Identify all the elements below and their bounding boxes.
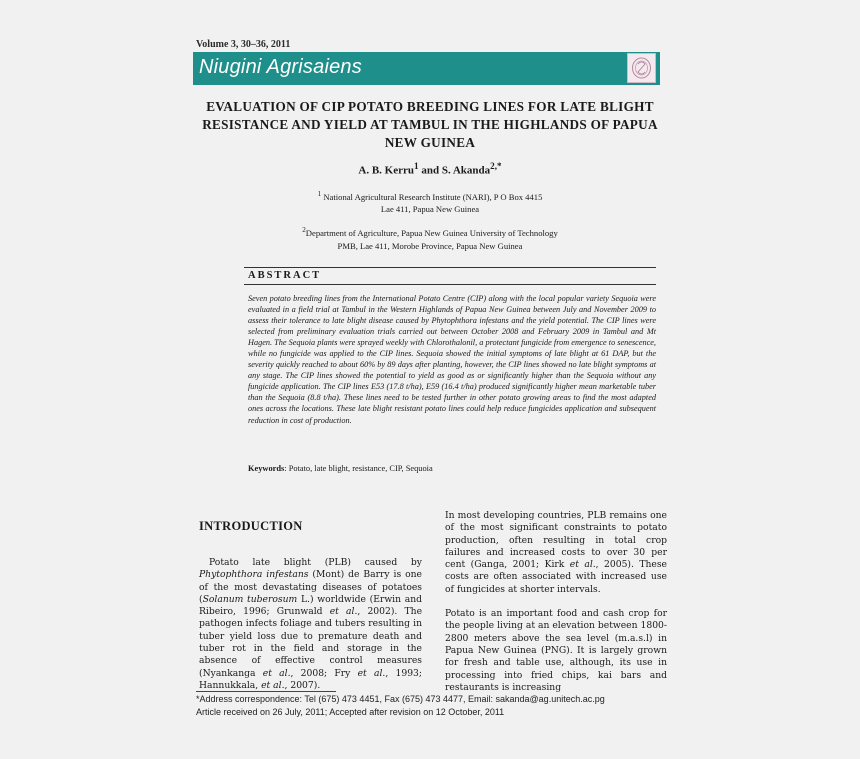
journal-name: Niugini Agrisaiens xyxy=(199,56,362,78)
abstract-top-rule xyxy=(244,267,656,268)
article-title: EVALUATION OF CIP POTATO BREEDING LINES FOR LATE BLIGHT RESISTANCE AND YIELD AT TAMBUL IN THE HIGHLANDS OF PAPUA NEW GUINEA xyxy=(202,99,658,150)
intro-p1-text-c: L.) worldwide (Erwin and Ribeiro, 1996; Grunwald xyxy=(199,593,422,618)
introduction-left-column xyxy=(199,557,422,692)
intro-p1-etal-4: et al xyxy=(261,679,282,691)
introduction-heading: INTRODUCTION xyxy=(199,519,303,533)
intro-paragraph-1 xyxy=(199,557,422,692)
keywords xyxy=(248,464,656,473)
intro-paragraph-2 xyxy=(445,510,667,596)
intro-p1-text-g: ., 2007). xyxy=(281,679,321,691)
intro-p1-text-b: (Mont) de Barry is one of the most devastating diseases of potatoes ( xyxy=(199,569,422,605)
footnote-rule xyxy=(196,691,336,692)
abstract-text: Seven potato breeding lines from the International Potato Centre (CIP) along with the local popular variety Sequoia were evaluated in a field trial at Tambul in the Western Highlands of Papua New Guinea between July and November 2009 to assess their tolerance to late blight disease caused by Phytophthora infestans and the yield potential. The CIP lines were selected from preliminary evaluation trials carried out between October 2008 and February 2009 in Tambul and Mt Hagen. The Sequoia plants were sprayed weekly with Chlorothalonil, a protectant fungicide from emergence to senescence, while no fungicide was applied to the CIP lines. Sequoia showed the initial symptoms of late blight at 61 DAP, but the severity quickly reached to about 60% by 89 days after planting, however, the CIP lines showed no late blight symptoms at any stage. The CIP lines showed the potential to yield as good as or significantly higher than the Sequoia without any fungicide application. The CIP lines E53 (17.8 t/ha), E59 (16.4 t/ha) produced significantly higher mean marketable tuber than the Sequoia (8.8 t/ha). These lines need to be tested further in other potato growing areas to find the most adapted ones across the locations. These late blight resistant potato lines could help reduce fungicides application and subsequent reduction in cost of production. xyxy=(248,294,656,425)
affiliation-2-address xyxy=(196,240,664,252)
author-2-affiliation-mark: 2, xyxy=(490,161,498,171)
intro-p1-latin: Solanum tuberosum xyxy=(202,593,298,605)
affiliation-2-line-2: PMB, Lae 411, Morobe Province, Papua New Guinea xyxy=(337,241,523,251)
affiliation-2-mark: 2 xyxy=(302,226,306,234)
intro-p2-text-b: ., 2005). These costs are often associated with increased use of fungicides at shorter intervals. xyxy=(445,559,667,595)
correspondence-address: *Address correspondence: Tel (675) 473 4451, Fax (675) 473 4477, Email: sakanda@ag.unitech.ac.pg xyxy=(196,694,605,704)
affiliation-1-line-1: National Agricultural Research Institute (NARI), P O Box 4415 xyxy=(321,191,543,202)
affiliation-2 xyxy=(196,224,664,239)
author-1-affiliation-mark: 1 xyxy=(414,161,419,171)
intro-p1-etal-1: et al xyxy=(329,606,355,618)
intro-p1-text-e: ., 2008; Fry xyxy=(287,667,358,679)
affiliation-2-line-1: Department of Agriculture, Papua New Guinea University of Technology xyxy=(305,227,558,238)
intro-paragraph-3: Potato is an important food and cash crop for the people living at an elevation between 1800-2800 meters above the sea level (m.a.s.l) in Papua New Guinea (PNG). It is largely grown for fresh and table use, although, its use in processing into fried chips, kai bars and restaurants is increasing xyxy=(445,608,667,693)
introduction-right-column xyxy=(445,510,667,694)
affiliation-1 xyxy=(196,188,664,215)
affiliation-1-mark: 1 xyxy=(317,190,322,198)
corresponding-author-mark: * xyxy=(497,161,502,171)
article-authors xyxy=(196,161,664,177)
keywords-list: : Potato, late blight, resistance, CIP, Sequoia xyxy=(284,464,433,473)
intro-p1-text-f: ., 1993; Hannukkala, xyxy=(199,667,422,691)
affiliation-1-line-2: Lae 411, Papua New Guinea xyxy=(380,203,480,214)
volume-line: Volume 3, 30–36, 2011 xyxy=(196,39,291,50)
intro-p2-text-a: In most developing countries, PLB remains one of the most significant constraints to potato production, often resulting in total crop failures and increased costs to over 30 per cent (Ganga, 2001; Kirk xyxy=(445,510,667,571)
journal-seal-icon xyxy=(627,53,656,83)
intro-p1-text-d: ., 2002). The pathogen infects foliage and tubers resulting in tuber yield loss due to premature death and tuber rot in the field and storage in the absence of effective control measures (Nyankanga xyxy=(199,606,423,679)
intro-p1-etal-3: et al xyxy=(357,667,383,679)
intro-p2-etal: et al xyxy=(569,559,593,571)
author-1: A. B. Kerru xyxy=(358,164,415,177)
abstract-bottom-rule xyxy=(244,284,656,285)
journal-banner xyxy=(193,52,660,85)
intro-p1-species: Phytophthora infestans xyxy=(199,569,309,581)
abstract-heading: ABSTRACT xyxy=(248,270,322,281)
intro-p1-text-a: Potato late blight (PLB) caused by xyxy=(209,557,422,568)
intro-p1-etal-2: et al xyxy=(262,667,288,679)
journal-seal-icon-graphic xyxy=(628,54,655,82)
keywords-label: Keywords xyxy=(248,464,285,473)
article-dates: Article received on 26 July, 2011; Accepted after revision on 12 October, 2011 xyxy=(196,707,505,717)
author-join: and S. Akanda xyxy=(418,164,491,177)
